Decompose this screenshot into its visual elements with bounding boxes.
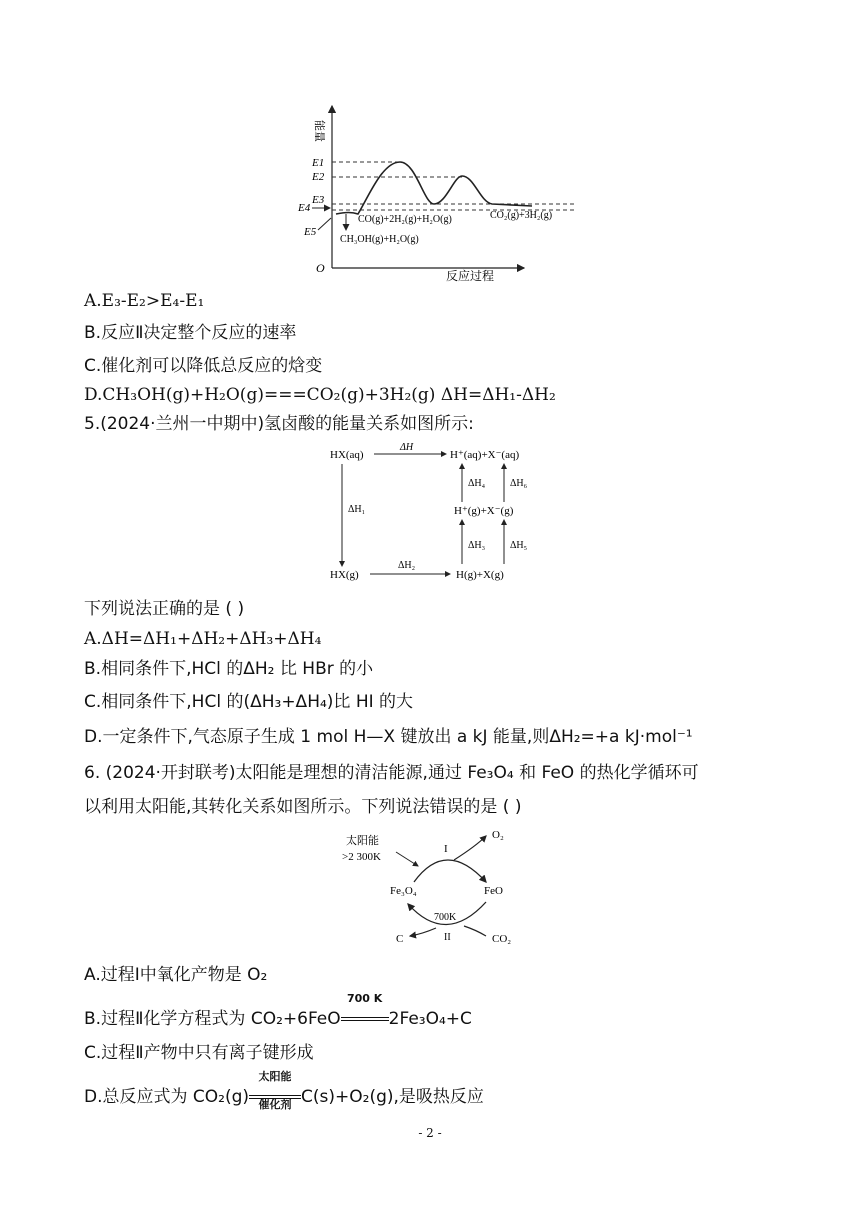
dh2-label: ΔH₂ bbox=[398, 560, 416, 571]
page-number: - 2 - bbox=[418, 1126, 442, 1140]
atoms-g: H(g)+X(g) bbox=[456, 569, 504, 581]
q4-option-c: C.催化剂可以降低总反应的焓变 bbox=[84, 356, 323, 376]
e5-label: E5 bbox=[304, 226, 317, 238]
species-ch3oh: CH₃OH(g)+H₂O(g) bbox=[340, 234, 419, 245]
e2-label: E2 bbox=[312, 171, 325, 183]
q6-option-c: C.过程Ⅱ产物中只有离子键形成 bbox=[84, 1043, 314, 1063]
q6-b-left: B.过程Ⅱ化学方程式为 CO₂+6FeO bbox=[84, 1009, 341, 1029]
origin-label: O bbox=[316, 261, 325, 275]
q6-stem-line2: 以利用太阳能,其转化关系如图所示。下列说法错误的是 ( ) bbox=[84, 797, 522, 817]
q6-d-cond-bot: 催化剂 bbox=[258, 1098, 292, 1111]
energy-profile-diagram bbox=[296, 100, 586, 285]
e4-label: E4 bbox=[298, 202, 311, 214]
species-co2: CO₂(g)+3H₂(g) bbox=[490, 210, 553, 221]
sun-arrow bbox=[396, 852, 418, 866]
hx-g: HX(g) bbox=[330, 569, 359, 581]
q5-prompt: 下列说法正确的是 ( ) bbox=[84, 599, 245, 619]
energy-curve bbox=[336, 162, 532, 214]
feo-label: FeO bbox=[484, 885, 503, 897]
e1-label: E1 bbox=[312, 157, 325, 169]
q4-option-b: B.反应Ⅱ决定整个反应的速率 bbox=[84, 323, 297, 343]
co2-label: CO₂ bbox=[492, 933, 512, 945]
process1-arc bbox=[414, 860, 486, 882]
ions-aq: H⁺(aq)+X⁻(aq) bbox=[450, 449, 520, 461]
q6-d-condition bbox=[249, 1070, 301, 1111]
q6-d-cond-top: 太阳能 bbox=[258, 1070, 292, 1083]
sun-label: 太阳能 bbox=[346, 834, 379, 847]
dh6-label: ΔH₆ bbox=[510, 478, 528, 489]
temp-label: >2 300K bbox=[342, 851, 381, 863]
q6-d-left: D.总反应式为 CO₂(g) bbox=[84, 1087, 250, 1107]
q6-option-a: A.过程Ⅰ中氧化产物是 O₂ bbox=[84, 965, 268, 985]
o2-arrow bbox=[454, 836, 486, 860]
species-co: CO(g)+2H₂(g)+H₂O(g) bbox=[358, 214, 452, 225]
q6-option-d bbox=[84, 1070, 484, 1111]
co2-curve bbox=[464, 926, 486, 936]
dh-label: ΔH bbox=[400, 442, 414, 453]
fe3o4-label: Fe₃O₄ bbox=[390, 885, 417, 897]
e3-label: E3 bbox=[312, 194, 325, 206]
q6-d-right: C(s)+O₂(g),是吸热反应 bbox=[301, 1087, 484, 1107]
x-axis-label: 反应过程 bbox=[446, 269, 495, 283]
dh3-label: ΔH₃ bbox=[468, 540, 486, 551]
o2-label: O₂ bbox=[492, 829, 504, 841]
q5-option-c: C.相同条件下,HCl 的(ΔH₃+ΔH₄)比 HI 的大 bbox=[84, 692, 414, 712]
t700-label: 700K bbox=[434, 912, 457, 923]
c-arrow bbox=[410, 928, 436, 936]
q6-b-cond-text: 700 K bbox=[346, 992, 383, 1005]
step2-label: II bbox=[444, 932, 451, 943]
q6-stem-line1: 6. (2024·开封联考)太阳能是理想的清洁能源,通过 Fe₃O₄ 和 FeO 的热化学循环可 bbox=[84, 763, 699, 783]
e5-pointer bbox=[318, 218, 331, 230]
hx-energy-cycle-diagram bbox=[326, 440, 536, 588]
dh1-label: ΔH₁ bbox=[348, 504, 366, 515]
ions-g: H⁺(g)+X⁻(g) bbox=[454, 505, 514, 517]
q5-option-a: A.ΔH=ΔH₁+ΔH₂+ΔH₃+ΔH₄ bbox=[84, 629, 322, 649]
c-label: C bbox=[396, 933, 404, 945]
q6-b-condition bbox=[341, 992, 389, 1030]
dh5-label: ΔH₅ bbox=[510, 540, 528, 551]
y-axis-label: 能量 bbox=[313, 120, 325, 142]
q5-stem: 5.(2024·兰州一中期中)氢卤酸的能量关系如图所示: bbox=[84, 414, 474, 434]
hx-aq: HX(aq) bbox=[330, 449, 364, 461]
q6-option-b bbox=[84, 992, 472, 1030]
q4-option-a: A.E₃-E₂>E₄-E₁ bbox=[84, 291, 205, 311]
q4-option-d: D.CH₃OH(g)+H₂O(g)===CO₂(g)+3H₂(g) ΔH=ΔH₁-ΔH₂ bbox=[84, 385, 556, 405]
solar-cycle-diagram bbox=[336, 826, 536, 950]
q5-option-d: D.一定条件下,气态原子生成 1 mol H—X 键放出 a kJ 能量,则ΔH₂=+a kJ·mol⁻¹ bbox=[84, 727, 693, 747]
dh4-label: ΔH₄ bbox=[468, 478, 486, 489]
step1-label: I bbox=[444, 843, 448, 855]
q6-b-right: 2Fe₃O₄+C bbox=[388, 1009, 472, 1029]
q5-option-b: B.相同条件下,HCl 的ΔH₂ 比 HBr 的小 bbox=[84, 659, 374, 679]
